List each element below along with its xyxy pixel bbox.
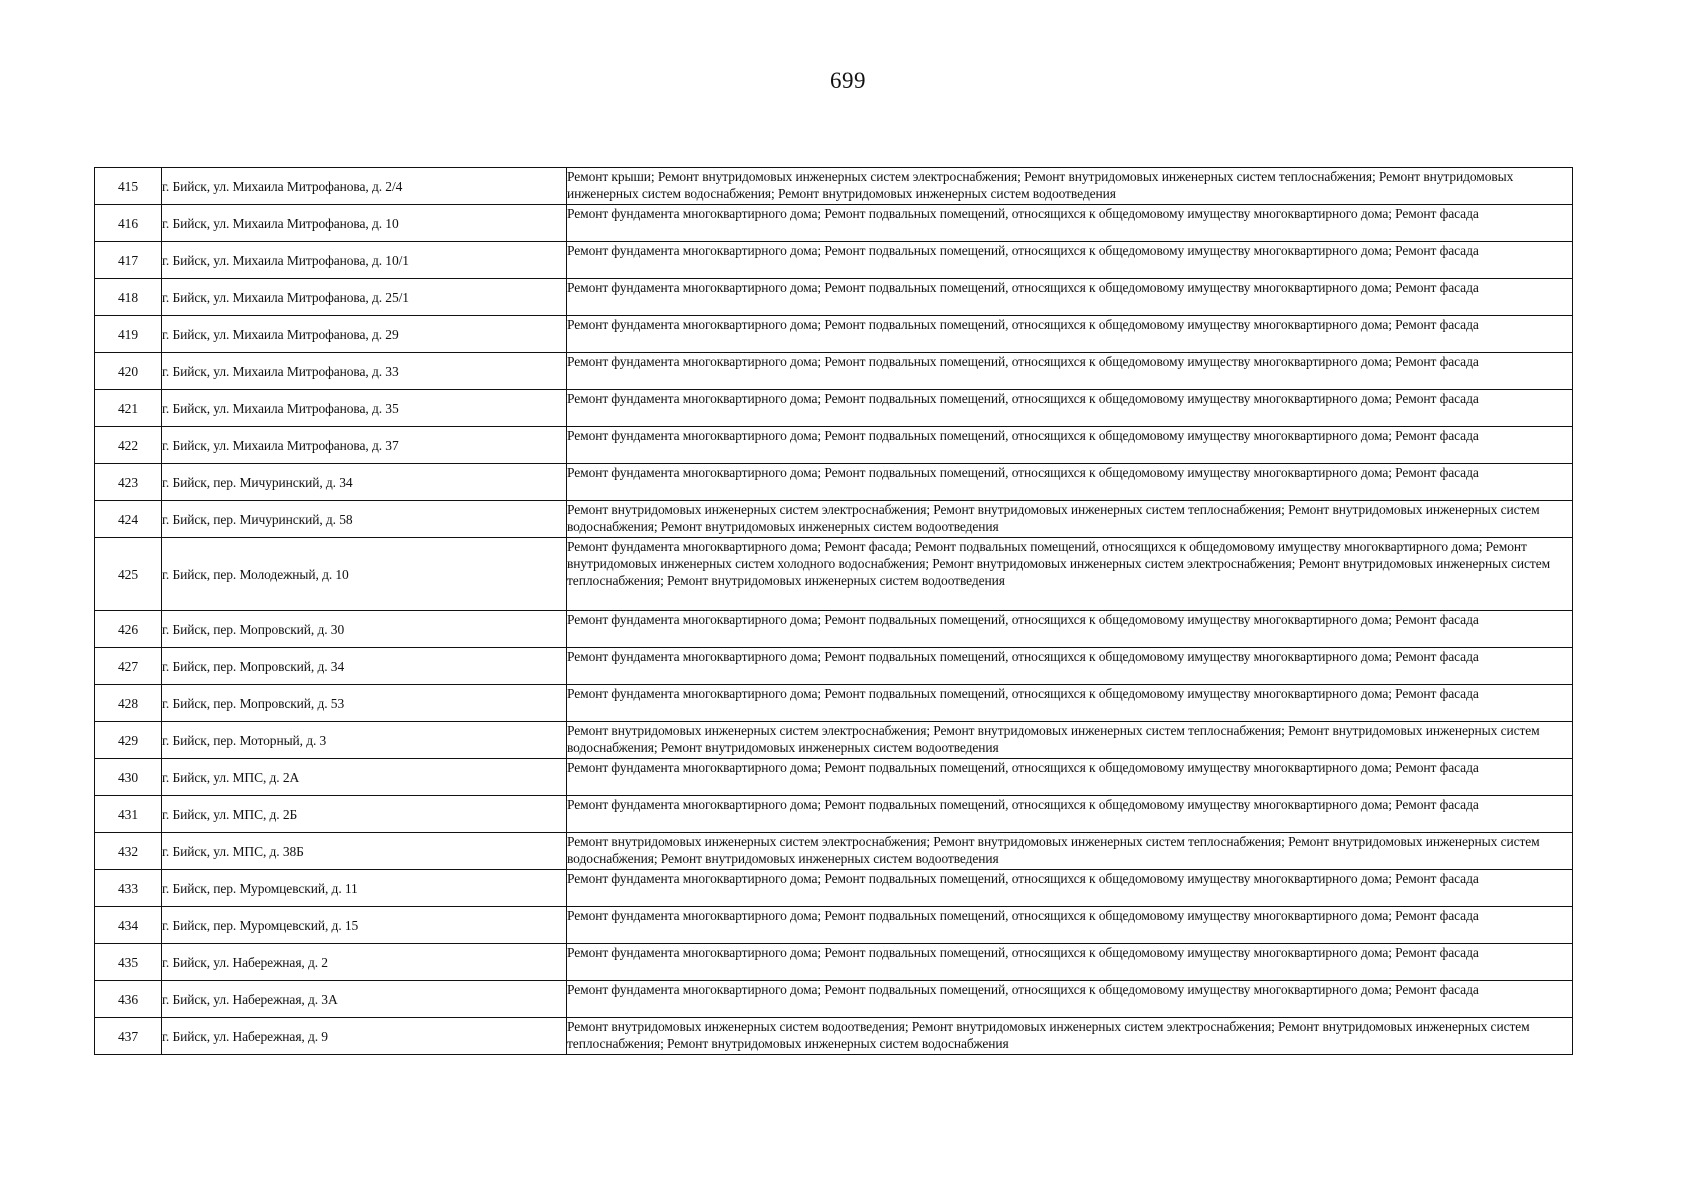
- table-row: [95, 685, 1573, 722]
- building-address: г. Бийск, ул. Михаила Митрофанова, д. 2/4: [162, 168, 567, 205]
- repair-works: Ремонт фундамента многоквартирного дома; Ремонт подвальных помещений, относящихся к общедомовому имуществу многоквартирного дома; Ремонт фасада: [567, 944, 1573, 981]
- row-number: 430: [95, 759, 162, 796]
- table-row: [95, 611, 1573, 648]
- repair-works: Ремонт фундамента многоквартирного дома; Ремонт подвальных помещений, относящихся к общедомовому имуществу многоквартирного дома; Ремонт фасада: [567, 390, 1573, 427]
- row-number: 415: [95, 168, 162, 205]
- row-number: 426: [95, 611, 162, 648]
- repair-works: Ремонт внутридомовых инженерных систем электроснабжения; Ремонт внутридомовых инженерных систем теплоснабжения; Ремонт внутридомовых инженерных систем водоснабжения; Ремонт внутридомовых инженерных систем водоотведения: [567, 722, 1573, 759]
- table-row: [95, 242, 1573, 279]
- table-row: [95, 353, 1573, 390]
- repair-works: Ремонт фундамента многоквартирного дома; Ремонт подвальных помещений, относящихся к общедомовому имуществу многоквартирного дома; Ремонт фасада: [567, 242, 1573, 279]
- row-number: 421: [95, 390, 162, 427]
- row-number: 423: [95, 464, 162, 501]
- repair-works: Ремонт фундамента многоквартирного дома; Ремонт подвальных помещений, относящихся к общедомовому имуществу многоквартирного дома; Ремонт фасада: [567, 981, 1573, 1018]
- page-number: 699: [830, 68, 866, 93]
- repair-works: Ремонт фундамента многоквартирного дома; Ремонт подвальных помещений, относящихся к общедомовому имуществу многоквартирного дома; Ремонт фасада: [567, 611, 1573, 648]
- building-address: г. Бийск, пер. Мопровский, д. 53: [162, 685, 567, 722]
- building-address: г. Бийск, пер. Молодежный, д. 10: [162, 538, 567, 611]
- repair-works: Ремонт фундамента многоквартирного дома; Ремонт подвальных помещений, относящихся к общедомовому имуществу многоквартирного дома; Ремонт фасада: [567, 870, 1573, 907]
- repair-works: Ремонт внутридомовых инженерных систем электроснабжения; Ремонт внутридомовых инженерных систем теплоснабжения; Ремонт внутридомовых инженерных систем водоснабжения; Ремонт внутридомовых инженерных систем водоотведения: [567, 833, 1573, 870]
- table-row: [95, 279, 1573, 316]
- table-body: [95, 168, 1573, 1055]
- building-address: г. Бийск, пер. Мичуринский, д. 34: [162, 464, 567, 501]
- repair-works: Ремонт фундамента многоквартирного дома; Ремонт подвальных помещений, относящихся к общедомовому имуществу многоквартирного дома; Ремонт фасада: [567, 279, 1573, 316]
- repair-works: Ремонт фундамента многоквартирного дома; Ремонт подвальных помещений, относящихся к общедомовому имуществу многоквартирного дома; Ремонт фасада: [567, 685, 1573, 722]
- row-number: 429: [95, 722, 162, 759]
- building-address: г. Бийск, пер. Моторный, д. 3: [162, 722, 567, 759]
- building-address: г. Бийск, ул. Михаила Митрофанова, д. 35: [162, 390, 567, 427]
- building-address: г. Бийск, пер. Мопровский, д. 30: [162, 611, 567, 648]
- row-number: 424: [95, 501, 162, 538]
- row-number: 427: [95, 648, 162, 685]
- building-address: г. Бийск, ул. Михаила Митрофанова, д. 29: [162, 316, 567, 353]
- table-row: [95, 648, 1573, 685]
- row-number: 432: [95, 833, 162, 870]
- building-address: г. Бийск, ул. МПС, д. 38Б: [162, 833, 567, 870]
- building-address: г. Бийск, пер. Муромцевский, д. 11: [162, 870, 567, 907]
- building-address: г. Бийск, пер. Мичуринский, д. 58: [162, 501, 567, 538]
- row-number: 425: [95, 538, 162, 611]
- repair-works: Ремонт фундамента многоквартирного дома; Ремонт фасада; Ремонт подвальных помещений, относящихся к общедомовому имуществу многоквартирного дома; Ремонт внутридомовых инженерных систем холодного водоснабжения; Ремонт внутридомовых инженерных систем электроснабжения; Ремонт внутридомовых инженерных систем теплоснабжения; Ремонт внутридомовых инженерных систем водоотведения: [567, 538, 1573, 611]
- row-number: 417: [95, 242, 162, 279]
- row-number: 418: [95, 279, 162, 316]
- building-address: г. Бийск, пер. Мопровский, д. 34: [162, 648, 567, 685]
- table-row: [95, 427, 1573, 464]
- repair-works-table: [94, 167, 1573, 1055]
- repair-works: Ремонт фундамента многоквартирного дома; Ремонт подвальных помещений, относящихся к общедомовому имуществу многоквартирного дома; Ремонт фасада: [567, 759, 1573, 796]
- building-address: г. Бийск, ул. Михаила Митрофанова, д. 33: [162, 353, 567, 390]
- row-number: 428: [95, 685, 162, 722]
- table-row: [95, 390, 1573, 427]
- row-number: 431: [95, 796, 162, 833]
- building-address: г. Бийск, ул. Михаила Митрофанова, д. 25/1: [162, 279, 567, 316]
- row-number: 419: [95, 316, 162, 353]
- row-number: 420: [95, 353, 162, 390]
- building-address: г. Бийск, ул. МПС, д. 2А: [162, 759, 567, 796]
- row-number: 416: [95, 205, 162, 242]
- table-row: [95, 538, 1573, 611]
- building-address: г. Бийск, пер. Муромцевский, д. 15: [162, 907, 567, 944]
- table-row: [95, 981, 1573, 1018]
- building-address: г. Бийск, ул. Михаила Митрофанова, д. 10: [162, 205, 567, 242]
- table-row: [95, 833, 1573, 870]
- repair-works: Ремонт фундамента многоквартирного дома; Ремонт подвальных помещений, относящихся к общедомовому имуществу многоквартирного дома; Ремонт фасада: [567, 907, 1573, 944]
- row-number: 435: [95, 944, 162, 981]
- repair-works: Ремонт внутридомовых инженерных систем электроснабжения; Ремонт внутридомовых инженерных систем теплоснабжения; Ремонт внутридомовых инженерных систем водоснабжения; Ремонт внутридомовых инженерных систем водоотведения: [567, 501, 1573, 538]
- row-number: 437: [95, 1018, 162, 1055]
- row-number: 433: [95, 870, 162, 907]
- table-row: [95, 870, 1573, 907]
- table-row: [95, 316, 1573, 353]
- table-row: [95, 907, 1573, 944]
- repair-works: Ремонт фундамента многоквартирного дома; Ремонт подвальных помещений, относящихся к общедомовому имуществу многоквартирного дома; Ремонт фасада: [567, 316, 1573, 353]
- row-number: 436: [95, 981, 162, 1018]
- table-row: [95, 722, 1573, 759]
- building-address: г. Бийск, ул. Набережная, д. 3А: [162, 981, 567, 1018]
- repair-works: Ремонт фундамента многоквартирного дома; Ремонт подвальных помещений, относящихся к общедомовому имуществу многоквартирного дома; Ремонт фасада: [567, 205, 1573, 242]
- repair-works: Ремонт внутридомовых инженерных систем водоотведения; Ремонт внутридомовых инженерных систем электроснабжения; Ремонт внутридомовых инженерных систем теплоснабжения; Ремонт внутридомовых инженерных систем водоснабжения: [567, 1018, 1573, 1055]
- building-address: г. Бийск, ул. Михаила Митрофанова, д. 37: [162, 427, 567, 464]
- repair-works: Ремонт фундамента многоквартирного дома; Ремонт подвальных помещений, относящихся к общедомовому имуществу многоквартирного дома; Ремонт фасада: [567, 427, 1573, 464]
- row-number: 434: [95, 907, 162, 944]
- table-row: [95, 205, 1573, 242]
- table-row: [95, 501, 1573, 538]
- table-row: [95, 1018, 1573, 1055]
- building-address: г. Бийск, ул. Набережная, д. 2: [162, 944, 567, 981]
- building-address: г. Бийск, ул. МПС, д. 2Б: [162, 796, 567, 833]
- table-row: [95, 944, 1573, 981]
- repair-works: Ремонт крыши; Ремонт внутридомовых инженерных систем электроснабжения; Ремонт внутридомовых инженерных систем теплоснабжения; Ремонт внутридомовых инженерных систем водоснабжения; Ремонт внутридомовых инженерных систем водоотведения: [567, 168, 1573, 205]
- table-row: [95, 759, 1573, 796]
- repair-works: Ремонт фундамента многоквартирного дома; Ремонт подвальных помещений, относящихся к общедомовому имуществу многоквартирного дома; Ремонт фасада: [567, 796, 1573, 833]
- repair-works: Ремонт фундамента многоквартирного дома; Ремонт подвальных помещений, относящихся к общедомовому имуществу многоквартирного дома; Ремонт фасада: [567, 353, 1573, 390]
- repair-works: Ремонт фундамента многоквартирного дома; Ремонт подвальных помещений, относящихся к общедомовому имуществу многоквартирного дома; Ремонт фасада: [567, 648, 1573, 685]
- building-address: г. Бийск, ул. Набережная, д. 9: [162, 1018, 567, 1055]
- building-address: г. Бийск, ул. Михаила Митрофанова, д. 10/1: [162, 242, 567, 279]
- repair-works: Ремонт фундамента многоквартирного дома; Ремонт подвальных помещений, относящихся к общедомовому имуществу многоквартирного дома; Ремонт фасада: [567, 464, 1573, 501]
- table-row: [95, 168, 1573, 205]
- table-row: [95, 796, 1573, 833]
- table-row: [95, 464, 1573, 501]
- row-number: 422: [95, 427, 162, 464]
